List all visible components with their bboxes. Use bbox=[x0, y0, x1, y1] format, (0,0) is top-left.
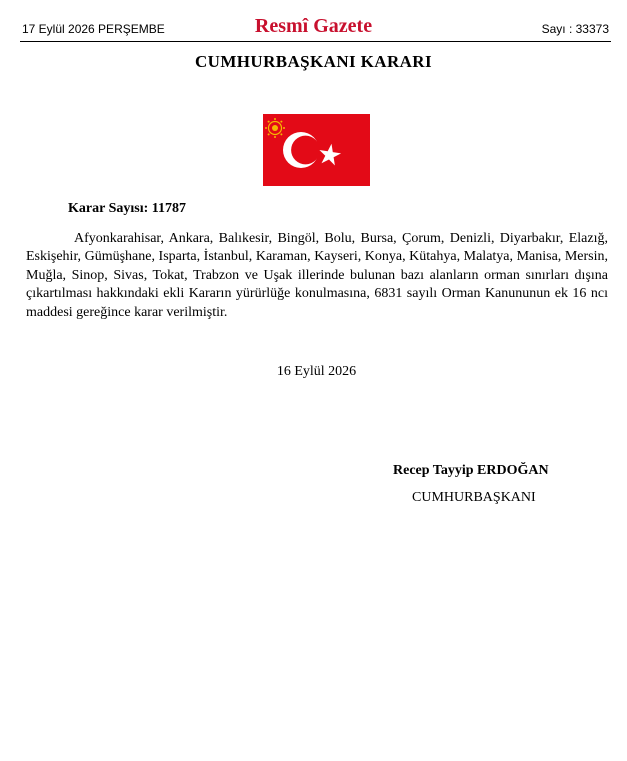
crescent-inner bbox=[291, 136, 320, 165]
decision-number: Karar Sayısı: 11787 bbox=[68, 201, 186, 216]
document-title: CUMHURBAŞKANI KARARI bbox=[194, 52, 433, 71]
decision-body: Afyonkarahisar, Ankara, Balıkesir, Bingöl, Bolu, Bursa, Çorum, Denizli, Diyarbakır, Elazığ, Eskişehir, Gümüşhane, Isparta, İstanbul, Karaman, Kayseri, Konya, Kütahya, Malatya, Manisa, Mersin, Muğla, Sinop, Sivas, Tokat, Trabzon ve Uşak illerinde bulunan bazı alanların orman sınırları dışına çıkartılması hakkındaki ekli Kararın yürürlüğe konulmasına, 6831 sayılı Orman Kanununun ek 16 ncı maddesi gereğince karar verilmiştir. bbox=[26, 231, 608, 320]
presidential-seal-icon bbox=[265, 118, 285, 138]
header-divider bbox=[20, 41, 611, 42]
issue-number: Sayı : 33373 bbox=[541, 22, 609, 36]
signer-title: CUMHURBAŞKANI bbox=[412, 490, 536, 505]
gazette-header bbox=[0, 0, 627, 44]
decision-date: 16 Eylül 2026 bbox=[276, 364, 357, 379]
gazette-name: Resmî Gazete bbox=[254, 15, 373, 37]
turkish-flag-icon bbox=[263, 114, 370, 186]
signer-name: Recep Tayyip ERDOĞAN bbox=[393, 463, 549, 478]
publication-date: 17 Eylül 2026 PERŞEMBE bbox=[22, 22, 165, 36]
